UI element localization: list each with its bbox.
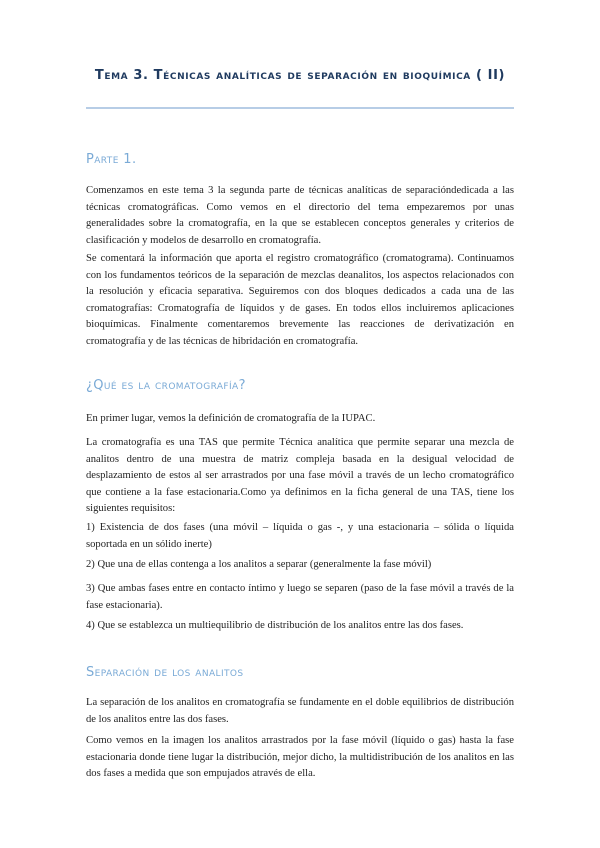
paragraph: En primer lugar, vemos la definición de cromatografía de la IUPAC. bbox=[86, 413, 376, 424]
paragraph: Como vemos en la imagen los analitos arrastrados por la fase móvil (líquido o gas) hasta la fase estacionaria donde tiene lugar la distribución, mejor dicho, la multidistribución de los analitos en las dos fases a medida que son empujados através de ella. bbox=[86, 735, 514, 779]
paragraph: La cromatografía es una TAS que permite Técnica analítica que permite separar una mezcla de analitos dentro de una muestra de matriz compleja basada en la desigual velocidad de desplazamiento de estos al ser arrastrados por una fase móvil a través de un lecho cromatográfico que contiene a la fase estacionaria.Como ya definimos en la ficha general de una TAS, tiene los siguientes requisitos: bbox=[86, 437, 514, 514]
title-underline bbox=[86, 107, 514, 109]
list-item: 4) Que se establezca un multiequilibrio de distribución de los analitos entre las dos fases. bbox=[86, 620, 464, 631]
section-heading-separacion: Separación de los analitos bbox=[86, 665, 244, 680]
paragraph: Comenzamos en este tema 3 la segunda parte de técnicas analíticas de separacióndedicada a las técnicas cromatográficas. Como vemos en el directorio del tema empezaremos por unas generalidades sobre la cromatografía, en la que se establecen conceptos generales y criterios de clasificación y modelos de desarrollo en cromatografía. bbox=[86, 185, 514, 246]
list-item: 2) Que una de ellas contenga a los analitos a separar (generalmente la fase móvil) bbox=[86, 559, 432, 570]
section-heading-parte-1: Parte 1. bbox=[86, 152, 137, 167]
paragraph: Se comentará la información que aporta el registro cromatográfico (cromatograma). Continuamos con los fundamentos teóricos de la separación de mezclas deanalitos, los aspectos relacionados con la resolución y eficacia separativa. Seguiremos con dos bloques dedicados a cada una de las cromatografías: Cromatografía de líquidos y de gases. En todos ellos incluiremos aplicaciones bioquímicas. Finalmente comentaremos brevemente las reacciones de derivatización en cromatografía y de las técnicas de hibridación en cromatografía. bbox=[86, 253, 514, 347]
list-item: 1) Existencia de dos fases (una móvil – líquida o gas -, y una estacionaria – sólida o líquida soportada en un sólido inerte) bbox=[86, 522, 514, 550]
section-heading-que-es: ¿Qué es la cromatografía? bbox=[86, 378, 246, 393]
paragraph: La separación de los analitos en cromatografía se fundamente en el doble equilibrios de distribución de los analitos entre las dos fases. bbox=[86, 697, 514, 725]
document-title: Tema 3. Técnicas analíticas de separación en bioquímica ( II) bbox=[94, 68, 506, 83]
list-item: 3) Que ambas fases entre en contacto íntimo y luego se separen (paso de la fase móvil a través de la fase estacionaria). bbox=[86, 583, 514, 611]
